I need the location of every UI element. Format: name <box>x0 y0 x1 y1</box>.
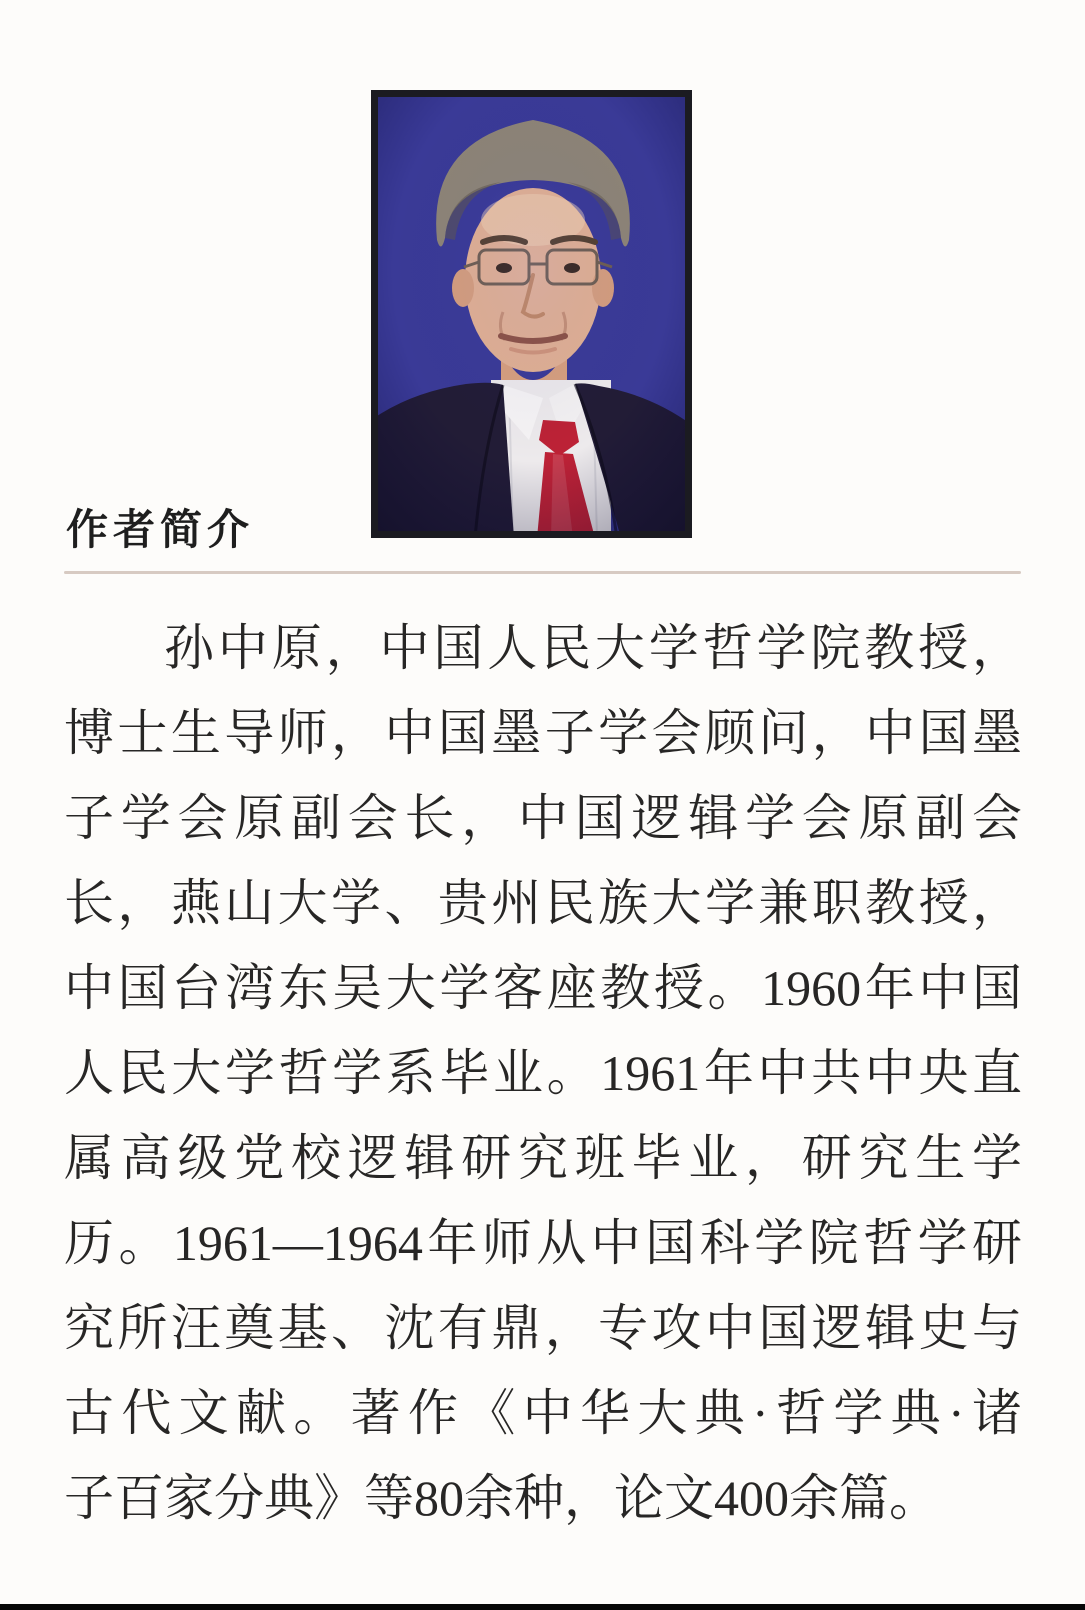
bio-line: 历。1961—1964年师从中国科学院哲学研 <box>64 1215 1022 1271</box>
bio-line: 人民大学哲学系毕业。1961年中共中央直 <box>64 1045 1022 1101</box>
bio-line: 博士生导师，中国墨子学会顾问，中国墨 <box>64 705 1022 761</box>
bio-line: 子学会原副会长，中国逻辑学会原副会 <box>64 790 1022 846</box>
portrait-illustration <box>371 90 692 538</box>
heading-divider <box>64 571 1021 574</box>
page-bottom-bar <box>0 1604 1085 1610</box>
page-title: 作者简介 <box>66 506 255 553</box>
bio-line: 究所汪奠基、沈有鼎，专攻中国逻辑史与 <box>64 1300 1022 1356</box>
bio-line: 古代文献。著作《中华大典·哲学典·诸 <box>64 1385 1022 1441</box>
bio-line: 孙中原，中国人民大学哲学院教授， <box>164 620 1022 676</box>
bio-line: 长，燕山大学、贵州民族大学兼职教授， <box>64 875 1022 931</box>
photo-vignette <box>371 90 692 538</box>
bio-line: 属高级党校逻辑研究班毕业，研究生学 <box>64 1130 1022 1186</box>
bio-line: 子百家分典》等80余种，论文400余篇。 <box>64 1470 939 1526</box>
author-portrait-photo <box>371 90 692 538</box>
bio-line: 中国台湾东吴大学客座教授。1960年中国 <box>64 960 1022 1016</box>
author-bio <box>64 606 1022 1541</box>
